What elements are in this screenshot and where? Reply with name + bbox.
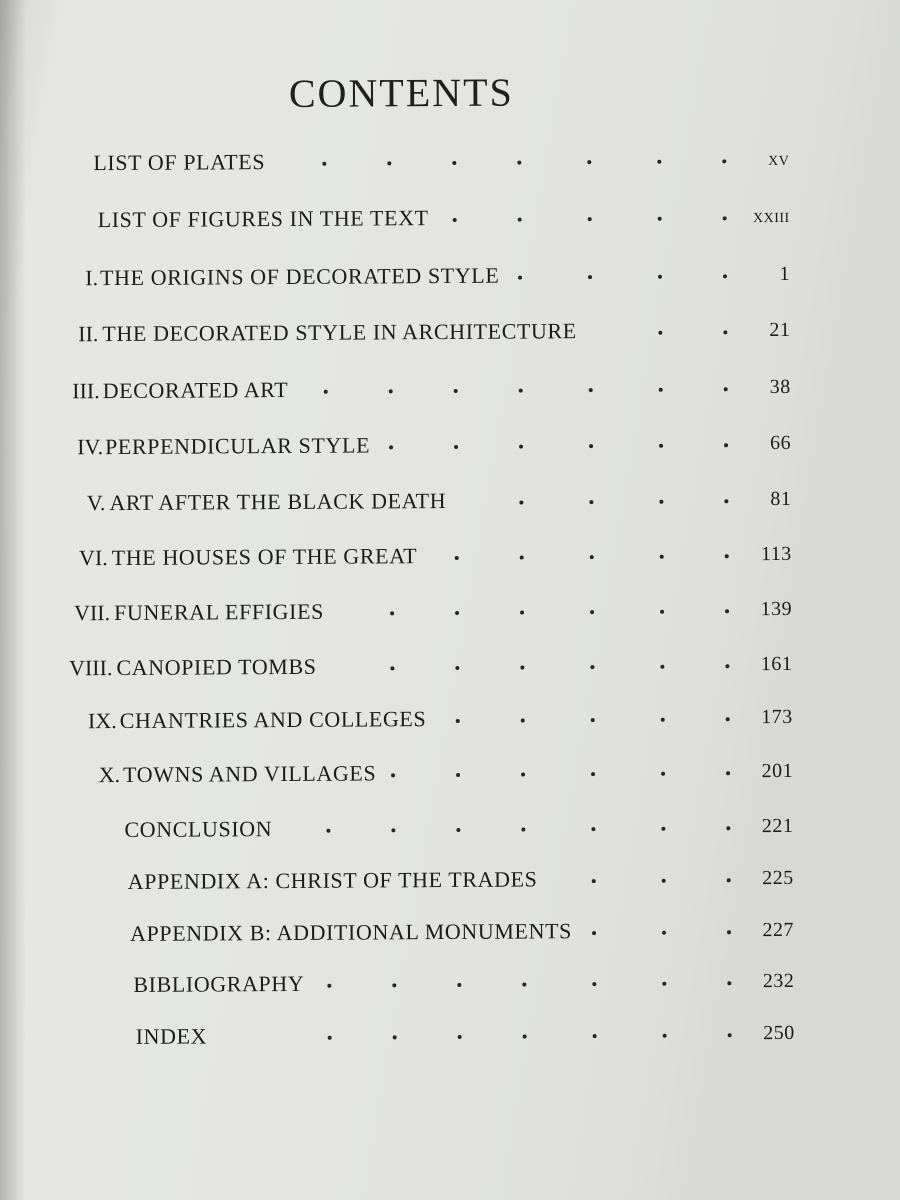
- leader-dot: [726, 717, 730, 721]
- chapter-number: III.: [72, 378, 100, 404]
- leader-dot: [519, 389, 523, 393]
- leader-dot: [588, 217, 592, 221]
- page-number: xxiii: [752, 204, 790, 228]
- leader-dot: [324, 390, 328, 394]
- leader-dot: [727, 878, 731, 882]
- page-title: CONTENTS: [288, 69, 514, 116]
- toc-entry: [0, 593, 900, 638]
- leader-dot: [520, 666, 524, 670]
- toc-entry: [0, 371, 899, 416]
- chapter-title: THE HOUSES OF THE GREAT: [111, 543, 418, 571]
- leader-dot: [391, 773, 395, 777]
- chapter-title: APPENDIX A: CHRIST OF THE TRADES: [127, 866, 538, 894]
- chapter-title: PERPENDICULAR STYLE: [104, 432, 371, 460]
- leader-dot: [455, 666, 459, 670]
- leader-dot: [591, 718, 595, 722]
- leader-dot: [590, 555, 594, 559]
- leader-dot: [726, 771, 730, 775]
- leader-dot: [660, 610, 664, 614]
- leader-dot: [657, 160, 661, 164]
- leader-dot: [453, 218, 457, 222]
- page-number: 38: [769, 375, 791, 399]
- leader-dot: [520, 556, 524, 560]
- chapter-number: VI.: [78, 545, 108, 571]
- leader-dot: [725, 554, 729, 558]
- leader-dot: [518, 218, 522, 222]
- leader-dot: [723, 274, 727, 278]
- leader-dot: [662, 982, 666, 986]
- leader-dot: [726, 826, 730, 830]
- leader-dot: [522, 983, 526, 987]
- page-number: 250: [763, 1021, 795, 1045]
- toc-entry: [2, 862, 900, 907]
- leader-dot: [519, 501, 523, 505]
- leader-dot: [727, 981, 731, 985]
- toc-entry: [0, 314, 899, 359]
- toc-entry: [2, 965, 900, 1010]
- toc-entry: [0, 483, 900, 528]
- leader-dot: [455, 611, 459, 615]
- chapter-number: VIII.: [68, 655, 113, 681]
- chapter-number: VII.: [73, 600, 111, 626]
- leader-dot: [326, 829, 330, 833]
- leader-dot: [523, 1035, 527, 1039]
- leader-dot: [592, 931, 596, 935]
- page-number: 227: [762, 918, 795, 942]
- leader-dot: [457, 983, 461, 987]
- dot-leader: [0, 483, 899, 518]
- chapter-number: II.: [78, 321, 99, 347]
- toc-entry: [2, 914, 900, 959]
- chapter-title: FUNERAL EFFIGIES: [113, 598, 325, 626]
- leader-dot: [454, 389, 458, 393]
- leader-dot: [521, 828, 525, 832]
- chapter-title: INDEX: [135, 1023, 208, 1049]
- leader-dot: [592, 982, 596, 986]
- leader-dot: [587, 160, 591, 164]
- leader-dot: [589, 500, 593, 504]
- leader-dot: [455, 556, 459, 560]
- leader-dot: [661, 827, 665, 831]
- chapter-number: IX.: [87, 708, 117, 734]
- page-number: 232: [762, 969, 795, 993]
- leader-dot: [658, 217, 662, 221]
- toc-entry: [1, 755, 900, 800]
- leader-dot: [456, 719, 460, 723]
- leader-dot: [519, 445, 523, 449]
- leader-dot: [592, 879, 596, 883]
- leader-dot: [591, 827, 595, 831]
- leader-dot: [456, 828, 460, 832]
- dot-leader: [0, 427, 899, 462]
- page-number: 221: [761, 814, 794, 838]
- leader-dot: [725, 609, 729, 613]
- toc-entry: [1, 701, 900, 746]
- dot-leader: [0, 258, 898, 293]
- page-number: 81: [770, 487, 792, 511]
- chapter-title: CHANTRIES AND COLLEGES: [119, 706, 427, 734]
- chapter-title: THE ORIGINS OF DECORATED STYLE: [99, 262, 500, 291]
- toc-entry: [0, 258, 898, 303]
- page-number: 225: [762, 866, 794, 890]
- leader-dot: [387, 161, 391, 165]
- page-number: 66: [769, 431, 792, 455]
- leader-dot: [660, 665, 664, 669]
- chapter-number: IV.: [77, 434, 104, 460]
- leader-dot: [521, 773, 525, 777]
- chapter-title: ART AFTER THE BLACK DEATH: [109, 488, 447, 516]
- leader-dot: [322, 162, 326, 166]
- leader-dot: [590, 610, 594, 614]
- dot-leader: [0, 314, 898, 349]
- toc-entry: [1, 810, 900, 855]
- toc-entry: [0, 200, 898, 245]
- chapter-number: I.: [85, 265, 99, 291]
- leader-dot: [390, 611, 394, 615]
- leader-dot: [727, 930, 731, 934]
- leader-dot: [658, 331, 662, 335]
- leader-dot: [327, 984, 331, 988]
- leader-dot: [662, 931, 666, 935]
- leader-dot: [456, 773, 460, 777]
- leader-dot: [589, 388, 593, 392]
- chapter-title: BIBLIOGRAPHY: [133, 970, 305, 997]
- chapter-title: DECORATED ART: [102, 376, 289, 404]
- leader-dot: [722, 159, 726, 163]
- leader-dot: [593, 1034, 597, 1038]
- page-number: 139: [760, 597, 793, 621]
- leader-dot: [393, 1035, 397, 1039]
- chapter-title: TOWNS AND VILLAGES: [122, 760, 377, 788]
- leader-dot: [520, 611, 524, 615]
- page-number: 173: [761, 705, 793, 729]
- leader-dot: [390, 666, 394, 670]
- leader-dot: [723, 216, 727, 220]
- page-number: 161: [760, 652, 793, 676]
- leader-dot: [725, 664, 729, 668]
- leader-dot: [389, 389, 393, 393]
- leader-dot: [662, 879, 666, 883]
- leader-dot: [389, 445, 393, 449]
- chapter-title: THE DECORATED STYLE IN ARCHITECTURE: [102, 318, 577, 347]
- leader-dot: [663, 1034, 667, 1038]
- leader-dot: [590, 665, 594, 669]
- leader-dot: [659, 500, 663, 504]
- chapter-number: V.: [86, 490, 106, 516]
- toc-entry: [3, 1017, 900, 1062]
- leader-dot: [458, 1035, 462, 1039]
- leader-dot: [454, 445, 458, 449]
- toc-entry: [0, 538, 900, 583]
- leader-dot: [661, 718, 665, 722]
- toc-entry: [0, 648, 900, 693]
- leader-dot: [391, 828, 395, 832]
- page-number: 113: [760, 542, 792, 566]
- leader-dot: [521, 719, 525, 723]
- leader-dot: [660, 555, 664, 559]
- page-number: 201: [761, 759, 794, 783]
- toc-entry: [0, 143, 897, 188]
- chapter-number: X.: [98, 762, 121, 788]
- chapter-title: CONCLUSION: [124, 816, 273, 842]
- page-number: xv: [768, 147, 790, 171]
- leader-dot: [659, 388, 663, 392]
- leader-dot: [517, 161, 521, 165]
- leader-dot: [728, 1033, 732, 1037]
- page-number: 1: [779, 262, 791, 285]
- toc-entry: [0, 427, 899, 472]
- dot-leader: [0, 371, 899, 406]
- chapter-title: LIST OF PLATES: [93, 149, 266, 176]
- leader-dot: [724, 387, 728, 391]
- leader-dot: [659, 444, 663, 448]
- leader-dot: [588, 275, 592, 279]
- leader-dot: [452, 161, 456, 165]
- leader-dot: [518, 276, 522, 280]
- page-number: 21: [769, 318, 791, 342]
- leader-dot: [328, 1036, 332, 1040]
- leader-dot: [591, 772, 595, 776]
- dot-leader: [0, 143, 897, 178]
- leader-dot: [723, 330, 727, 334]
- leader-dot: [724, 443, 728, 447]
- leader-dot: [589, 444, 593, 448]
- chapter-title: CANOPIED TOMBS: [116, 653, 317, 681]
- leader-dot: [661, 772, 665, 776]
- leader-dot: [724, 499, 728, 503]
- chapter-title: APPENDIX B: ADDITIONAL MONUMENTS: [129, 918, 572, 946]
- chapter-title: LIST OF FIGURES IN THE TEXT: [97, 205, 429, 233]
- leader-dot: [658, 275, 662, 279]
- leader-dot: [392, 983, 396, 987]
